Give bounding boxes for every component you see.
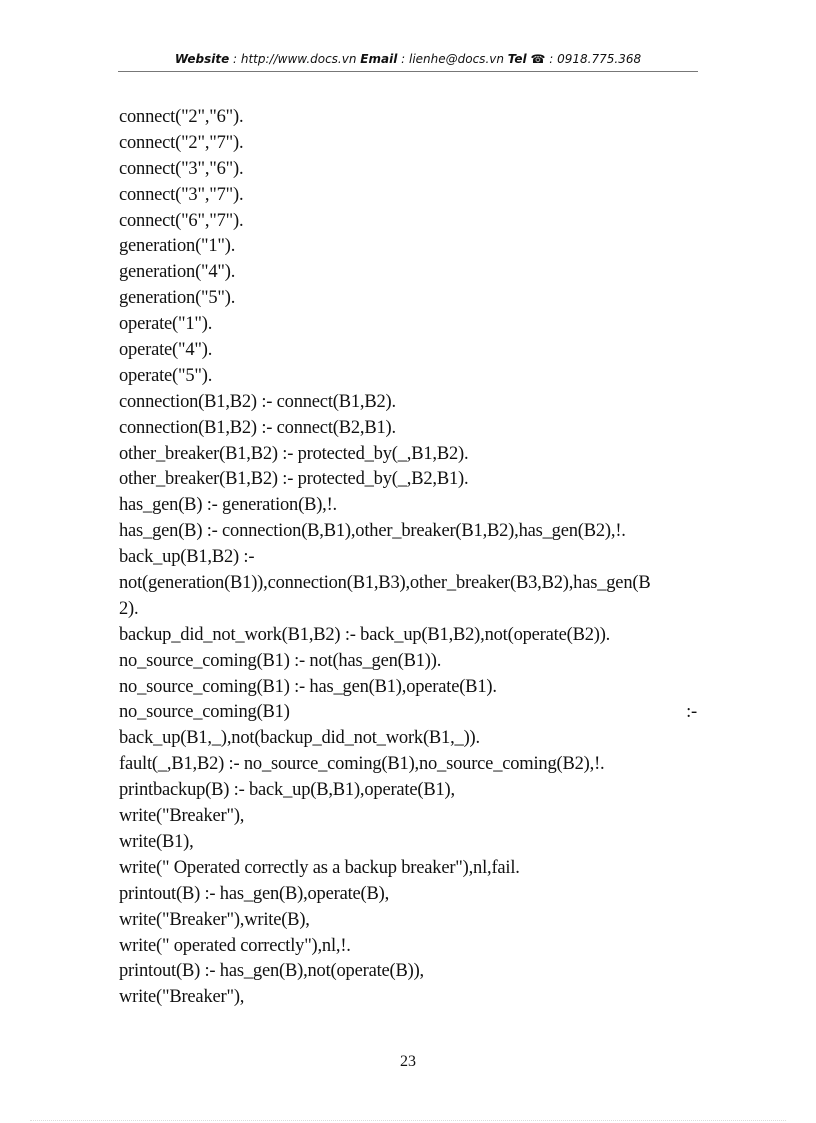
email-label: Email bbox=[360, 52, 398, 66]
code-line: no_source_coming(B1) :- not(has_gen(B1)). bbox=[119, 650, 442, 671]
page-number: 23 bbox=[400, 1053, 416, 1070]
code-line: operate("5"). bbox=[119, 365, 213, 386]
code-line: other_breaker(B1,B2) :- protected_by(_,B2,B1). bbox=[119, 469, 469, 490]
code-line: printout(B) :- has_gen(B),operate(B), bbox=[119, 883, 390, 904]
code-line: write("Breaker"), bbox=[119, 806, 245, 827]
phone-number: : 0918.775.368 bbox=[545, 52, 642, 66]
code-line: no_source_coming(B1) :- has_gen(B1),operate(B1). bbox=[119, 676, 497, 697]
code-line: has_gen(B) :- generation(B),!. bbox=[119, 495, 337, 516]
code-line: generation("5"). bbox=[119, 288, 236, 309]
website-separator: : bbox=[229, 52, 241, 66]
website-url[interactable]: http://www.docs.vn bbox=[240, 52, 361, 66]
code-line: back_up(B1,B2) :- bbox=[119, 547, 255, 568]
header-divider bbox=[118, 71, 698, 72]
code-line: other_breaker(B1,B2) :- protected_by(_,B1,B2). bbox=[119, 443, 469, 464]
justified-line-left: no_source_coming(B1) bbox=[119, 702, 290, 723]
code-line: generation("4"). bbox=[119, 262, 236, 283]
code-line: connect("2","7"). bbox=[119, 132, 244, 153]
page-header bbox=[118, 51, 698, 71]
code-line: connect("2","6"). bbox=[119, 107, 244, 127]
code-line-justified bbox=[119, 700, 699, 726]
code-line: backup_did_not_work(B1,B2) :- back_up(B1,B2),not(operate(B2)). bbox=[119, 624, 611, 645]
website-label: Website bbox=[174, 52, 230, 66]
code-line: write(" Operated correctly as a backup breaker"),nl,fail. bbox=[119, 857, 520, 878]
page-bottom-border bbox=[30, 1120, 786, 1121]
code-line: write("Breaker"), bbox=[119, 987, 245, 1008]
code-line: connect("3","6"). bbox=[119, 158, 244, 179]
email-address[interactable]: lienhe@docs.vn bbox=[408, 52, 508, 66]
code-line: has_gen(B) :- connection(B,B1),other_breaker(B1,B2),has_gen(B2),!. bbox=[119, 521, 626, 542]
code-line: operate("1"). bbox=[119, 314, 213, 335]
code-line: write(B1), bbox=[119, 831, 194, 852]
code-line: connect("3","7"). bbox=[119, 184, 244, 205]
code-line: connection(B1,B2) :- connect(B2,B1). bbox=[119, 417, 396, 438]
code-line: connection(B1,B2) :- connect(B1,B2). bbox=[119, 391, 396, 412]
code-line: printbackup(B) :- back_up(B,B1),operate(B1), bbox=[119, 780, 455, 801]
code-listing bbox=[119, 105, 699, 1011]
tel-label: Tel bbox=[507, 52, 527, 66]
code-line: operate("4"). bbox=[119, 340, 213, 361]
justified-line-right: :- bbox=[686, 702, 697, 723]
justified-line-wrapper bbox=[119, 700, 697, 726]
code-line: back_up(B1,_),not(backup_did_not_work(B1,_)). bbox=[119, 728, 480, 749]
code-line: write("Breaker"),write(B), bbox=[119, 909, 310, 930]
code-line: generation("1"). bbox=[119, 236, 236, 257]
phone-icon: ☎ bbox=[530, 52, 546, 66]
code-line: connect("6","7"). bbox=[119, 210, 244, 231]
code-line: fault(_,B1,B2) :- no_source_coming(B1),no_source_coming(B2),!. bbox=[119, 754, 605, 775]
code-line: write(" operated correctly"),nl,!. bbox=[119, 935, 351, 956]
code-line: 2). bbox=[119, 598, 139, 619]
email-separator: : bbox=[397, 52, 409, 66]
code-line: printout(B) :- has_gen(B),not(operate(B)), bbox=[119, 961, 424, 982]
code-line: not(generation(B1)),connection(B1,B3),other_breaker(B3,B2),has_gen(B bbox=[119, 573, 651, 594]
